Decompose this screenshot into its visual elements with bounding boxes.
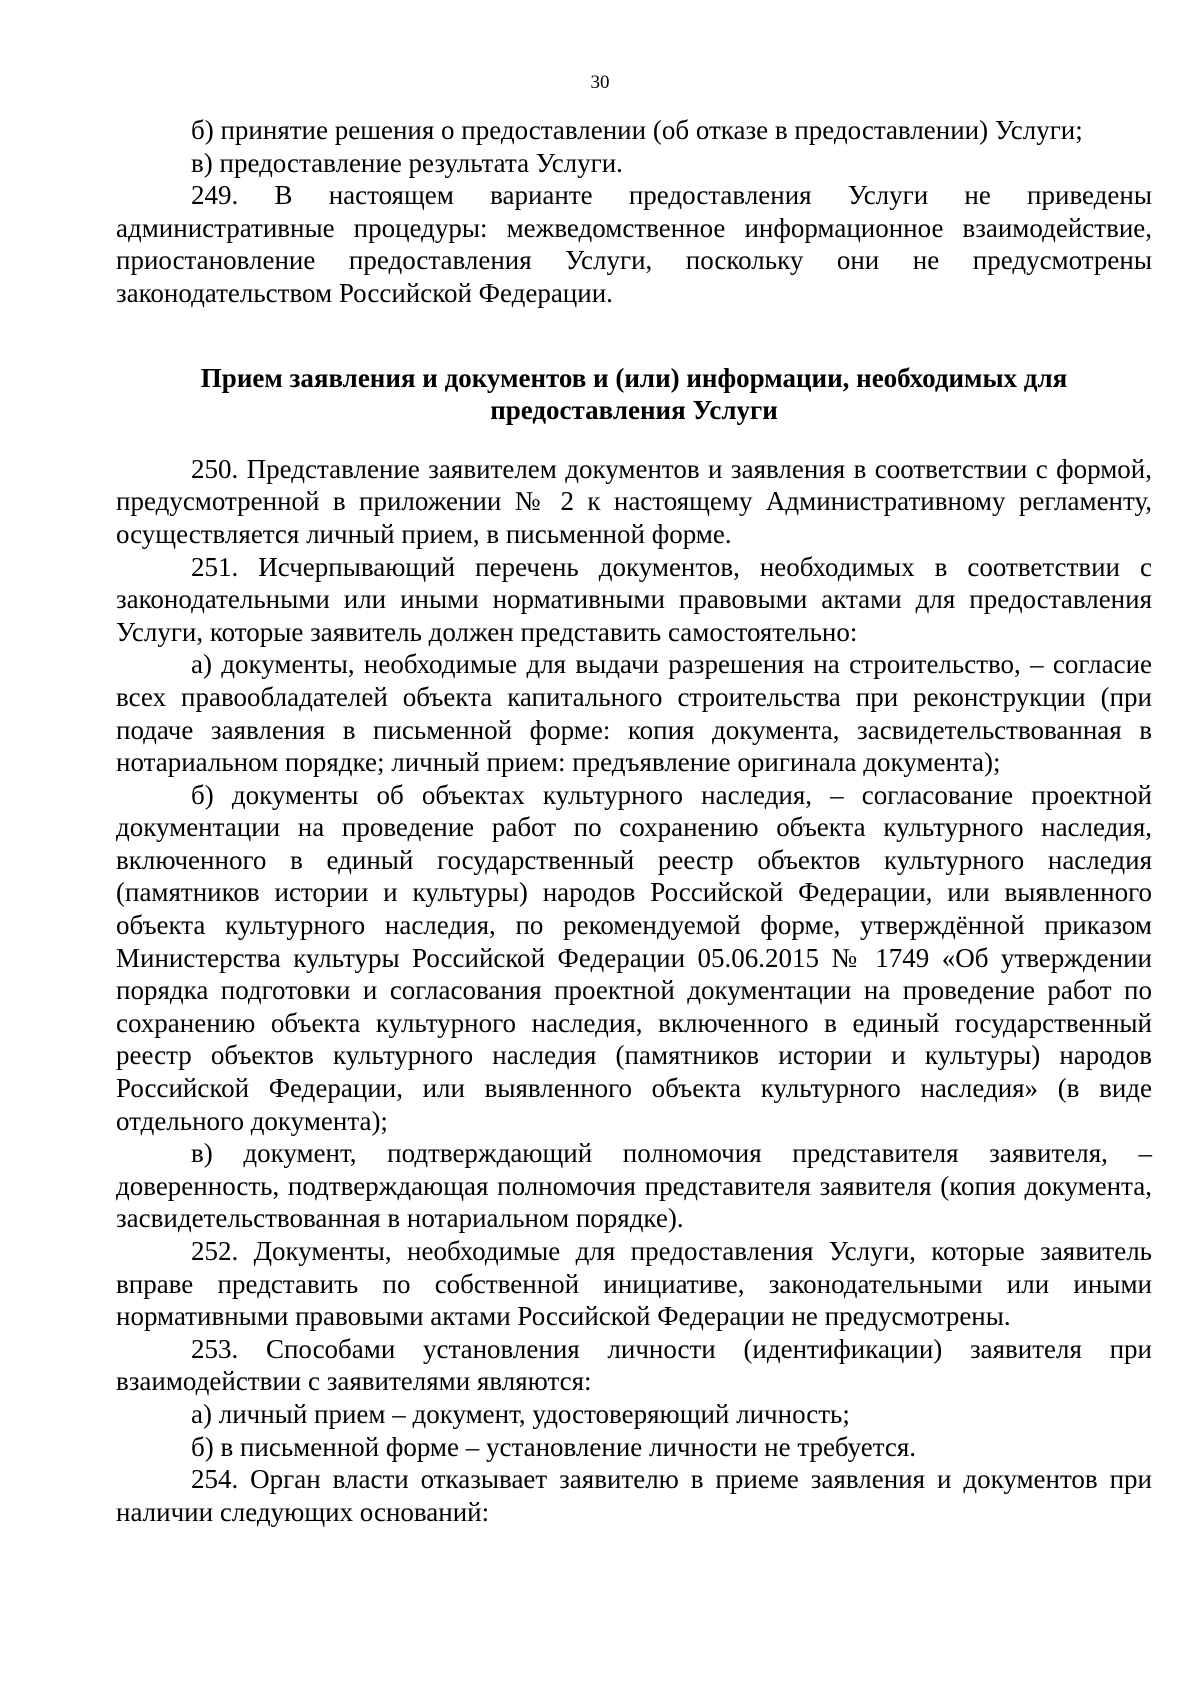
document-body	[116, 114, 1152, 1528]
paragraph-251: 251. Исчерпывающий перечень документов, необходимых в соответствии с законодательными или иными нормативными правовыми актами для предоставления Услуги, которые заявитель должен представить самостоятельно:	[116, 551, 1152, 647]
paragraph-251-item-v: в) документ, подтверждающий полномочия представителя заявителя, – доверенность, подтверждающая полномочия представителя заявителя (копия документа, засвидетельствованная в нотариальном порядке).	[116, 1138, 1152, 1234]
page-number: 30	[590, 72, 610, 93]
paragraph-249: 249. В настоящем варианте предоставления Услуги не приведены административные процедуры: межведомственное информационное взаимодействие, приостановление предоставления Услуги, поскольку они не предусмотрены законодательством Российской Федерации.	[116, 180, 1152, 308]
paragraph-253: 253. Способами установления личности (идентификации) заявителя при взаимодействии с заявителями являются:	[116, 1333, 1152, 1397]
spacer	[116, 427, 1152, 453]
paragraph-252: 252. Документы, необходимые для предоставления Услуги, которые заявитель вправе представить по собственной инициативе, законодательными или иными нормативными правовыми актами Российской Федерации не предусмотрены.	[116, 1236, 1152, 1332]
paragraph-251-item-a: а) документы, необходимые для выдачи разрешения на строительство, – согласие всех правообладателей объекта капитального строительства при реконструкции (при подаче заявления в письменной форме: копия документа, засвидетельствованная в нотариальном порядке; личный прием: предъявление оригинала документа);	[116, 649, 1152, 778]
paragraph-251-item-b: б) документы об объектах культурного наследия, – согласование проектной документации на проведение работ по сохранению объекта культурного наследия, включенного в единый государственный реестр объектов культурного наследия (памятников истории и культуры) народов Российской Федерации, или выявленного объекта культурного наследия, по рекомендуемой форме, утверждённой приказом Министерства культуры Российской Федерации 05.06.2015 № 1749 «Об утверждении порядка подготовки и согласования проектной документации на проведение работ по сохранению объекта культурного наследия, включенного в единый государственный реестр объектов культурного наследия (памятников истории и культуры) народов Российской Федерации, или выявленного объекта культурного наследия» (в виде отдельного документа);	[116, 779, 1152, 1136]
section-heading: Прием заявления и документов и (или) информации, необходимых для предоставления Услуги	[200, 362, 1068, 426]
spacer	[116, 310, 1152, 362]
paragraph-item-b-decision: б) принятие решения о предоставлении (об отказе в предоставлении) Услуги;	[191, 115, 1083, 145]
paragraph-item-v-result: в) предоставление результата Услуги.	[191, 147, 623, 178]
paragraph-253-item-a: а) личный прием – документ, удостоверяющий личность;	[191, 1398, 850, 1429]
paragraph-253-item-b: б) в письменной форме – установление личности не требуется.	[191, 1431, 917, 1462]
paragraph-254: 254. Орган власти отказывает заявителю в приеме заявления и документов при наличии следующих оснований:	[116, 1464, 1152, 1527]
paragraph-250: 250. Представление заявителем документов и заявления в соответствии с формой, предусмотренной в приложении № 2 к настоящему Административному регламенту, осуществляется личный прием, в письменной форме.	[116, 453, 1152, 549]
